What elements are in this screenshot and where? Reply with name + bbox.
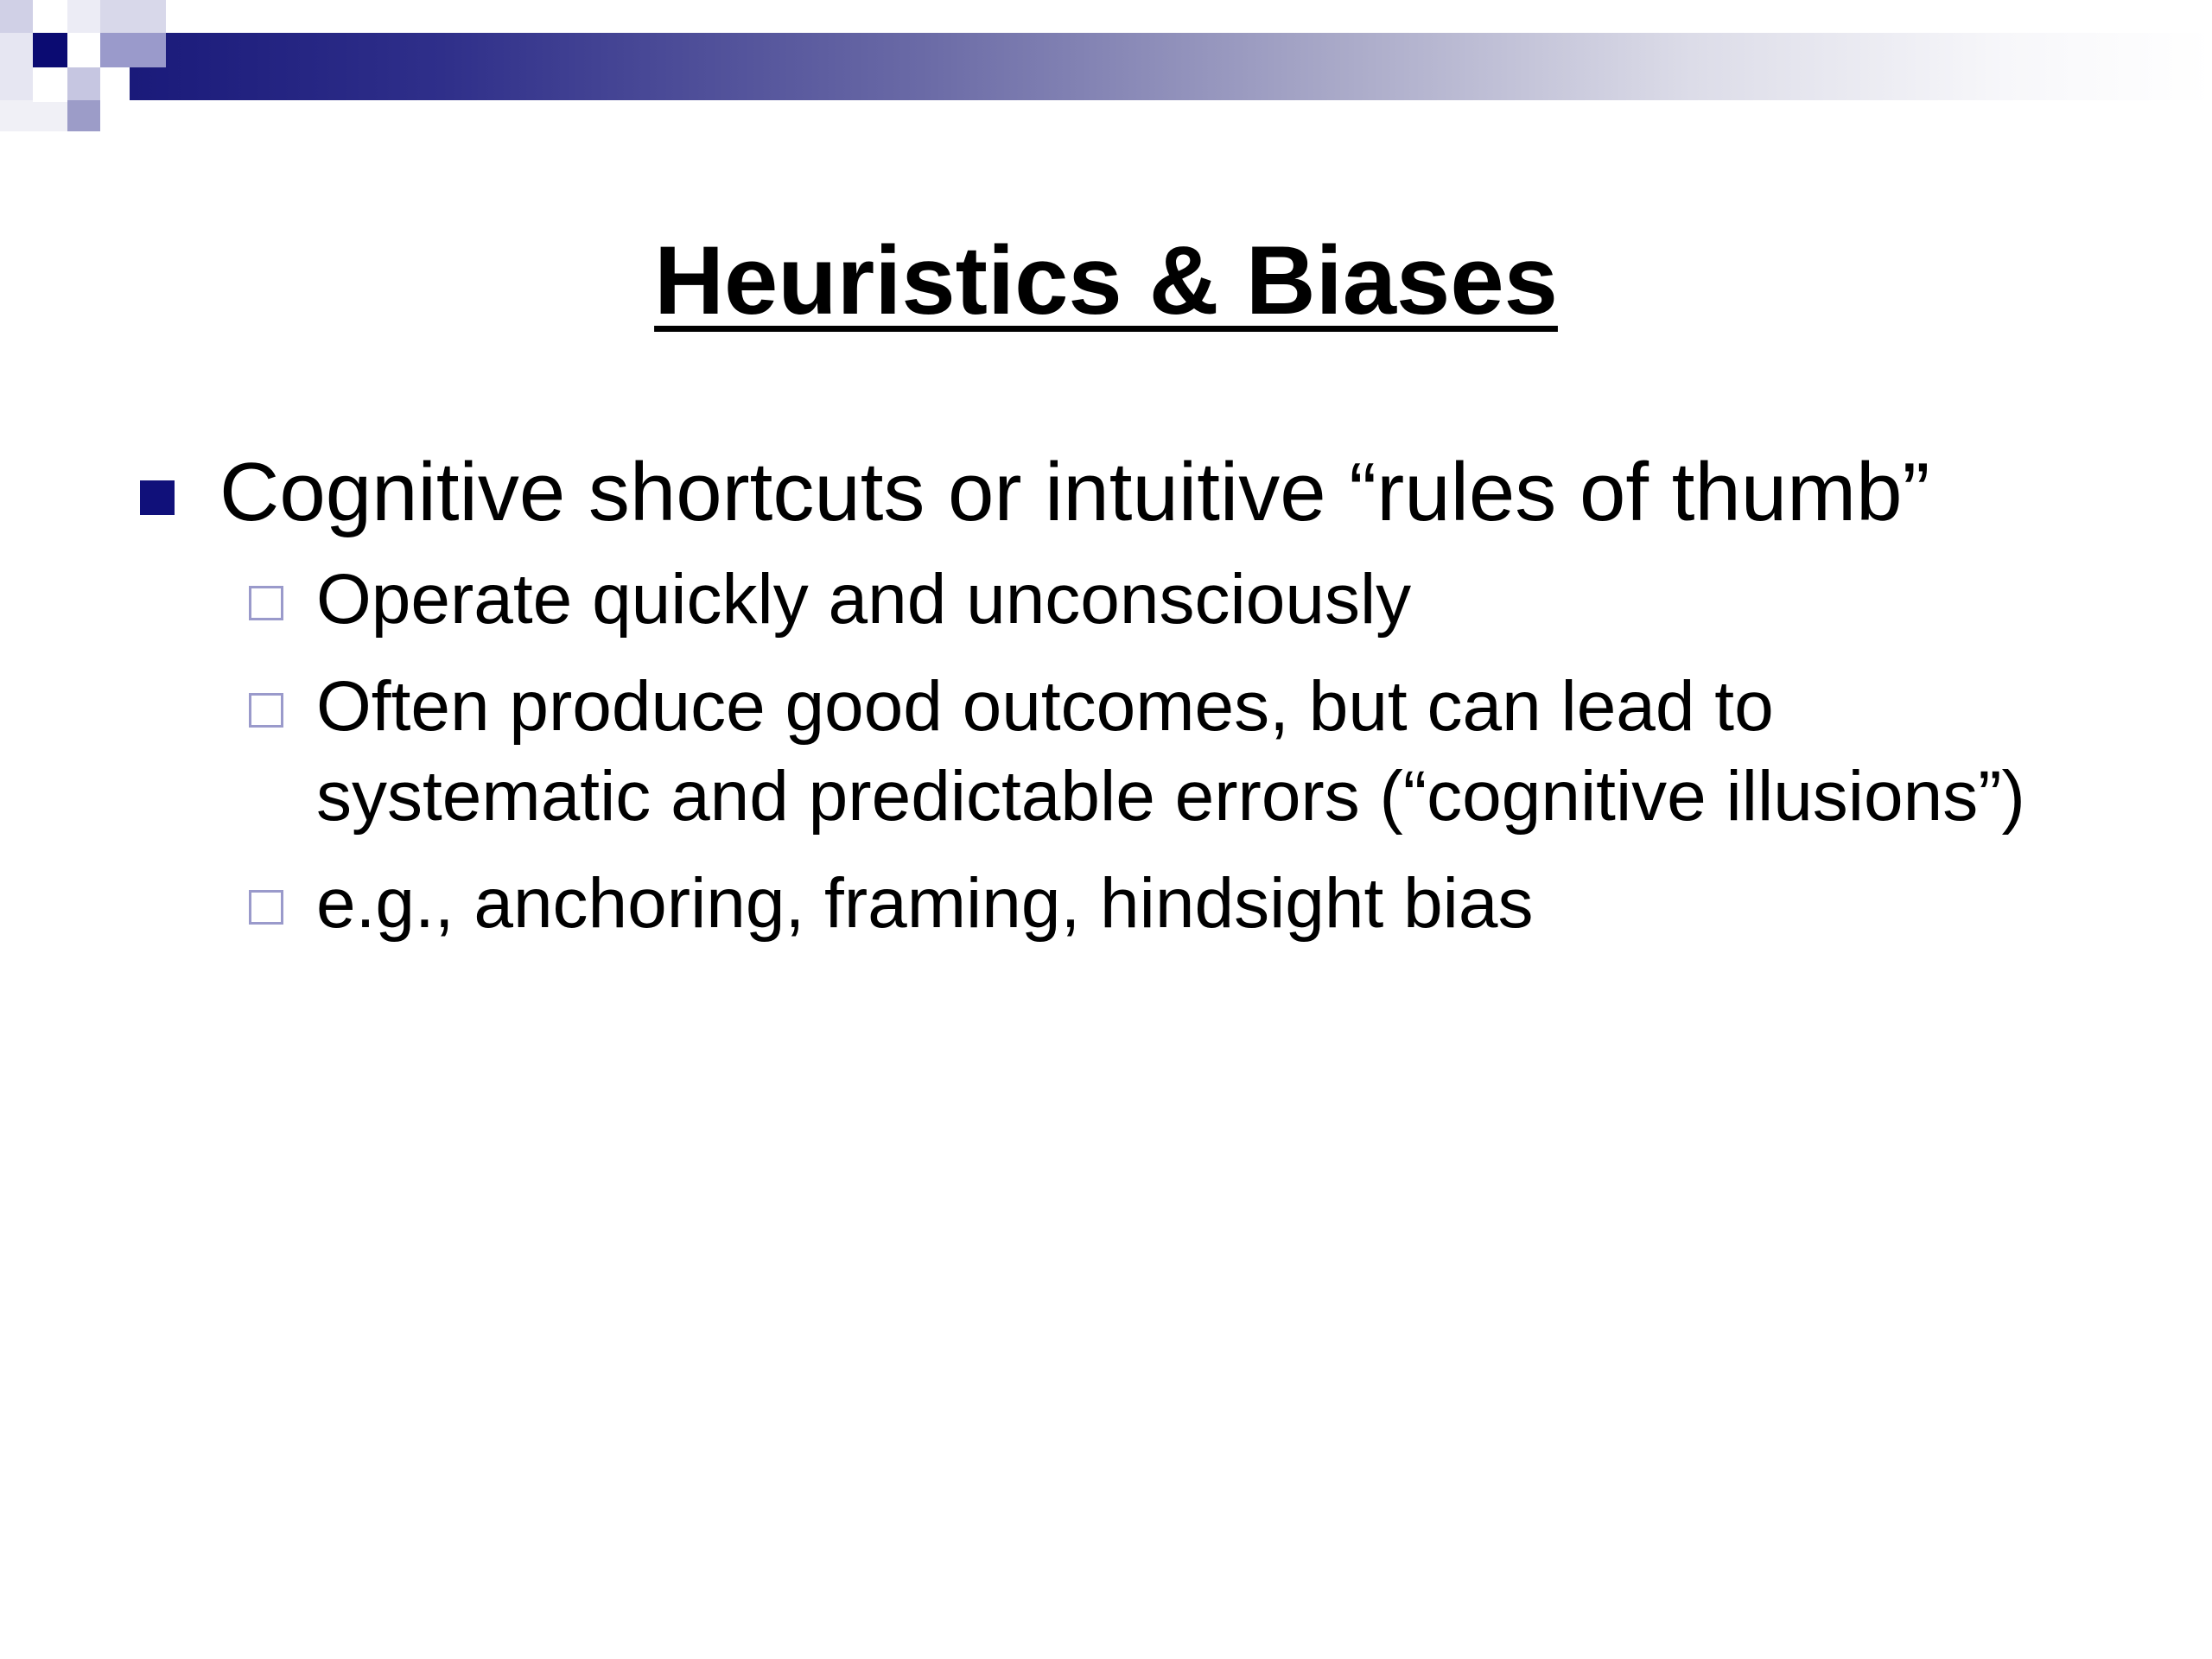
filled-square-icon — [140, 480, 175, 515]
bullet-item — [130, 441, 2117, 544]
decor-square — [33, 33, 67, 67]
header-gradient-bar — [130, 33, 2212, 100]
decor-square — [33, 67, 67, 102]
slide-title-text: Heuristics & Biases — [654, 226, 1558, 334]
sub-bullet-text: Often produce good outcomes, but can lead to systematic and predictable errors (“cognitive illusions”) — [316, 667, 2025, 836]
bullet-text: Cognitive shortcuts or intuitive “rules of thumb” — [219, 446, 1930, 538]
decor-square — [0, 100, 67, 131]
decor-square — [67, 100, 100, 131]
sub-bullet-item — [130, 555, 2117, 645]
sub-bullet-text: e.g., anchoring, framing, hindsight bias — [316, 864, 1534, 943]
sub-bullet-text: Operate quickly and unconsciously — [316, 560, 1412, 639]
decor-square — [67, 0, 100, 33]
decor-square — [100, 0, 166, 33]
hollow-square-icon — [249, 586, 283, 620]
hollow-square-icon — [249, 890, 283, 925]
sub-bullet-item — [130, 859, 2117, 949]
slide-title — [0, 225, 2212, 337]
hollow-square-icon — [249, 693, 283, 728]
decor-square — [67, 67, 100, 102]
header-decoration — [0, 0, 2212, 138]
decor-square — [100, 33, 166, 67]
sub-bullet-item — [130, 662, 2117, 842]
decor-square — [0, 33, 33, 100]
bullet-list — [130, 441, 2117, 966]
decor-square — [0, 0, 33, 33]
